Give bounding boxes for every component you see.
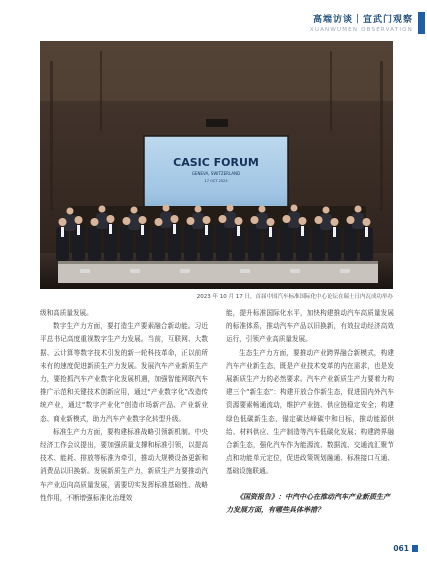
paragraph: 生态生产力方面，要推动产业跨界融合新模式，构建汽车产业新生态，既是产业技术变革的内在需求，也是发展新质生产力的必然要求。汽车产业新质生产力要着力构建三个“新生态”：构建开放合作新生态，促进国内外汽车资源要素畅通流动，维护产业链、供应链稳定安全；构建绿色低碳新生态，锚定碳达峰碳中和目标，推动能源供给、材料供应、生产制造等汽车低碳化发展；构建跨界融合新生态，强化汽车作为能源流、数据流、交通流汇聚节点和功能单元定位，促进政策规划融通、标准接口互通、基础设施联通。 [226, 348, 394, 476]
forum-photo [40, 41, 393, 289]
section-title: 高端访谈｜宣武门观察 [312, 15, 413, 25]
forum-photo-illustration [40, 41, 393, 289]
paragraph: 级和高质量发展。 [40, 309, 93, 317]
right-column [226, 307, 394, 479]
section-subtitle: XUANWUMEN OBSERVATION [309, 27, 413, 33]
header-accent-bar [418, 12, 425, 34]
banner-title: CASIC FORUM [173, 156, 259, 169]
page-number-accent [412, 545, 418, 552]
paragraph: 数字生产力方面，要打造生产要素融合新动能。习近平总书记高度重视数字生产力发展。当前，互联网、大数据、云计算等数字技术引发的新一轮科技革命，正以前所未有的速度促进新质生产力发展。发展汽车产业新质生产力，要抢抓汽车产业数字化发展机遇，加强智能网联汽车推广示范和关键技术创新应用，通过“产业数字化”改造传统产业，通过“数字产业化”创造市场新产品、产业新业态、商业新模式，助力汽车产业数字化转型升级。 [40, 322, 208, 423]
paragraph: 标准生产力方面，要构建标准战略引领新机制。中央经济工作会议提出，要加强质量支撑和标准引领，以提高技术、能耗、排放等标准为牵引，推动大规模设备更新和消费品以旧换新。发展新质生产力，新质生产力要推动汽车产业迈向高质量发展，需要切实发挥标准基础性、战略性作用，不断增强标准化治理效 [40, 427, 208, 502]
paragraph: 能，提升标准国际化水平，加快构建推动汽车高质量发展的标准体系，推动汽车产品以旧换新，有效拉动经济高效运行，引领产业高质量发展。 [226, 309, 394, 344]
interview-question: 《国资报告》：中汽中心在推动汽车产业新质生产力发展方面，有哪些具体举措？ [226, 493, 390, 514]
banner-date: 17 OCT 2023 [204, 179, 228, 183]
banner-subtitle: GENEVA, SWITZERLAND [191, 171, 241, 176]
left-column [40, 307, 208, 505]
page-number: 061 [393, 544, 409, 553]
page-header [310, 12, 413, 33]
photo-caption: 2023 年 10 月 17 日，首届中国汽车标准国际化中心论坛在瑞士日内瓦成功举办 [196, 294, 393, 300]
